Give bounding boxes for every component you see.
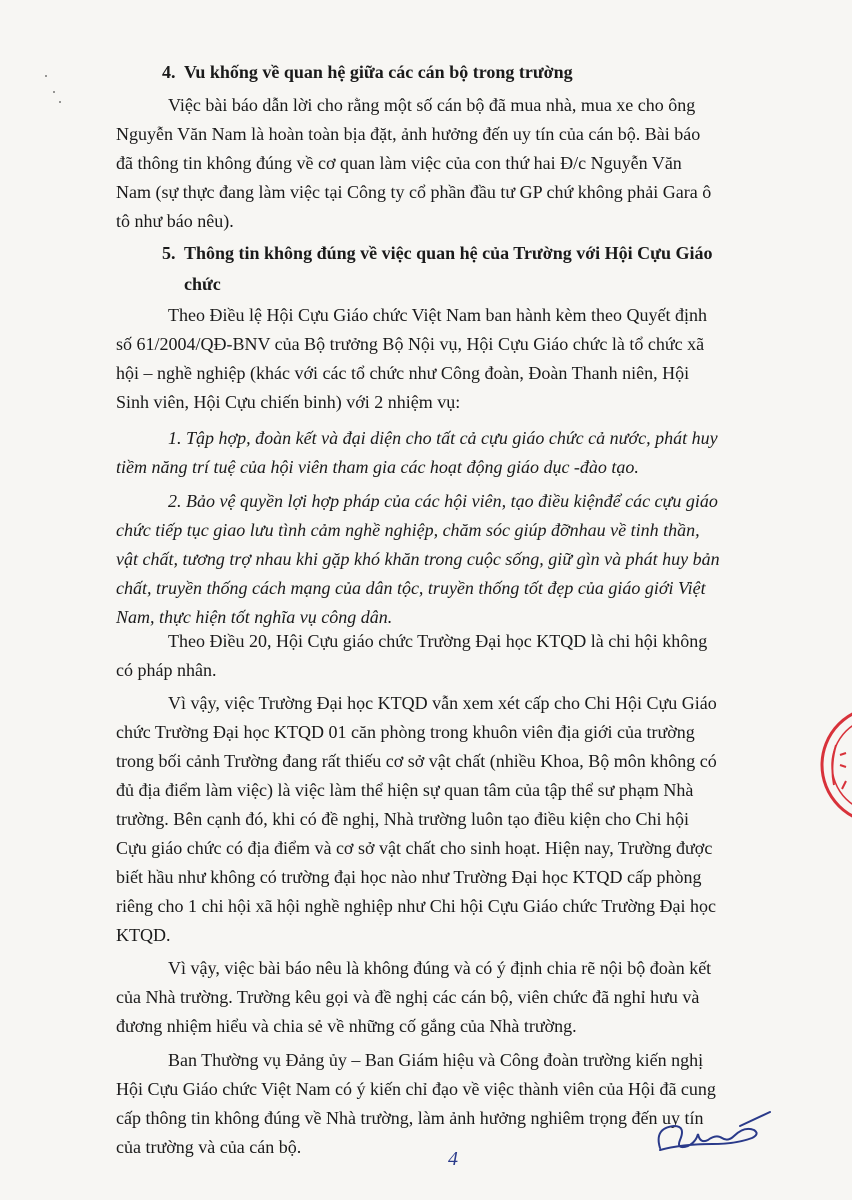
text-line: Vì vậy, việc Trường Đại học KTQD vẫn xem xét cấp cho Chi Hội Cựu Giáo <box>168 693 717 713</box>
section-title: Thông tin không đúng về việc quan hệ của Trường với Hội Cựu Giáo <box>184 243 713 263</box>
text-line: Theo Điều 20, Hội Cựu giáo chức Trường Đại học KTQD là chi hội không <box>168 631 708 651</box>
section-number: 5. <box>162 243 176 263</box>
text-line: Ban Thường vụ Đảng ủy – Ban Giám hiệu và Công đoàn trường kiến nghị <box>168 1050 704 1070</box>
section-4-heading <box>162 57 782 88</box>
text-line: tiềm năng trí tuệ của hội viên tham gia các hoạt động giáo dục -đào tạo. <box>116 457 639 477</box>
text-line: đã thông tin không đúng về cơ quan làm việc của con thứ hai Đ/c Nguyễn Văn <box>116 153 682 173</box>
text-line: của Nhà trường. Trường kêu gọi và đề nghị các cán bộ, viên chức đã nghỉ hưu và <box>116 987 700 1007</box>
text-line: đương nhiệm hiểu và chia sẻ về những cố gắng của Nhà trường. <box>116 1016 577 1036</box>
text-line: 1. Tập hợp, đoàn kết và đại diện cho tất cả cựu giáo chức cả nước, phát huy <box>168 428 718 448</box>
text-line: trong bối cảnh Trường đang rất thiếu cơ sở vật chất (nhiều Khoa, Bộ môn không có <box>116 751 717 771</box>
section-number: 4. <box>162 62 176 82</box>
official-stamp-icon <box>810 705 852 825</box>
text-line: vật chất, tương trợ nhau khi gặp khó khăn trong cuộc sống, giữ gìn và phát huy bản <box>116 549 720 569</box>
text-line: cấp thông tin không đúng về Nhà trường, làm ảnh hưởng nghiêm trọng đến uy tín <box>116 1108 704 1128</box>
section-title-continued: chức <box>184 274 221 294</box>
paragraph <box>116 627 784 685</box>
text-line: 2. Bảo vệ quyền lợi hợp pháp của các hội viên, tạo điều kiệnđể các cựu giáo <box>168 491 718 511</box>
page-number: 4 <box>448 1148 458 1170</box>
duty-item-2 <box>116 487 784 632</box>
paragraph <box>116 91 784 236</box>
text-line: Vì vậy, việc bài báo nêu là không đúng và có ý định chia rẽ nội bộ đoàn kết <box>168 958 712 978</box>
text-line: Theo Điều lệ Hội Cựu Giáo chức Việt Nam ban hành kèm theo Quyết định <box>168 305 707 325</box>
signature-icon <box>640 1110 790 1170</box>
duty-item-1 <box>116 424 784 482</box>
text-line: Cựu giáo chức có địa điểm và cơ sở vật chất cho sinh hoạt. Hiện nay, Trường được <box>116 838 713 858</box>
text-line: biết hầu như không có trường đại học nào như Trường Đại học KTQD cấp phòng <box>116 867 702 887</box>
text-line: đủ địa điểm làm việc) là việc làm thể hiện sự quan tâm của tập thể sư phạm Nhà <box>116 780 694 800</box>
text-line: chức tiếp tục giao lưu tình cảm nghề nghiệp, chăm sóc giúp đỡnhau về tinh thần, <box>116 520 700 540</box>
text-line: chất, truyền thống cách mạng của dân tộc, truyền thống tốt đẹp của giáo giới Việt <box>116 578 706 598</box>
text-line: Nguyễn Văn Nam là hoàn toàn bịa đặt, ảnh hưởng đến uy tín của cán bộ. Bài báo <box>116 124 701 144</box>
section-5-heading <box>162 238 782 300</box>
paragraph <box>116 301 784 417</box>
text-line: KTQD. <box>116 925 171 945</box>
section-title: Vu khống về quan hệ giữa các cán bộ trong trường <box>184 62 573 82</box>
text-line: tô như báo nêu). <box>116 211 234 231</box>
text-line: Nam (sự thực đang làm việc tại Công ty cổ phần đầu tư GP chứ không phải Gara ô <box>116 182 712 202</box>
scan-mark-icon <box>40 70 70 110</box>
paragraph <box>116 689 784 950</box>
text-line: riêng cho 1 chi hội xã hội nghề nghiệp như Chi hội Cựu Giáo chức Trường Đại học <box>116 896 716 916</box>
text-line: của trường và của cán bộ. <box>116 1137 302 1157</box>
text-line: chức Trường Đại học KTQD 01 căn phòng trong khuôn viên địa giới của trường <box>116 722 695 742</box>
text-line: có pháp nhân. <box>116 660 217 680</box>
text-line: Hội Cựu Giáo chức Việt Nam có ý kiến chỉ đạo về việc thành viên của Hội đã cung <box>116 1079 716 1099</box>
text-line: Sinh viên, Hội Cựu chiến binh) với 2 nhiệm vụ: <box>116 392 461 412</box>
text-line: Việc bài báo dẫn lời cho rằng một số cán bộ đã mua nhà, mua xe cho ông <box>168 95 696 115</box>
text-line: số 61/2004/QĐ-BNV của Bộ trưởng Bộ Nội vụ, Hội Cựu Giáo chức là tổ chức xã <box>116 334 705 354</box>
text-line: Nam, thực hiện tốt nghĩa vụ công dân. <box>116 607 393 627</box>
paragraph <box>116 954 784 1041</box>
text-line: hội – nghề nghiệp (khác với các tổ chức như Công đoàn, Đoàn Thanh niên, Hội <box>116 363 690 383</box>
text-line: trường. Bên cạnh đó, khi có đề nghị, Nhà trường luôn tạo điều kiện cho Chi hội <box>116 809 689 829</box>
